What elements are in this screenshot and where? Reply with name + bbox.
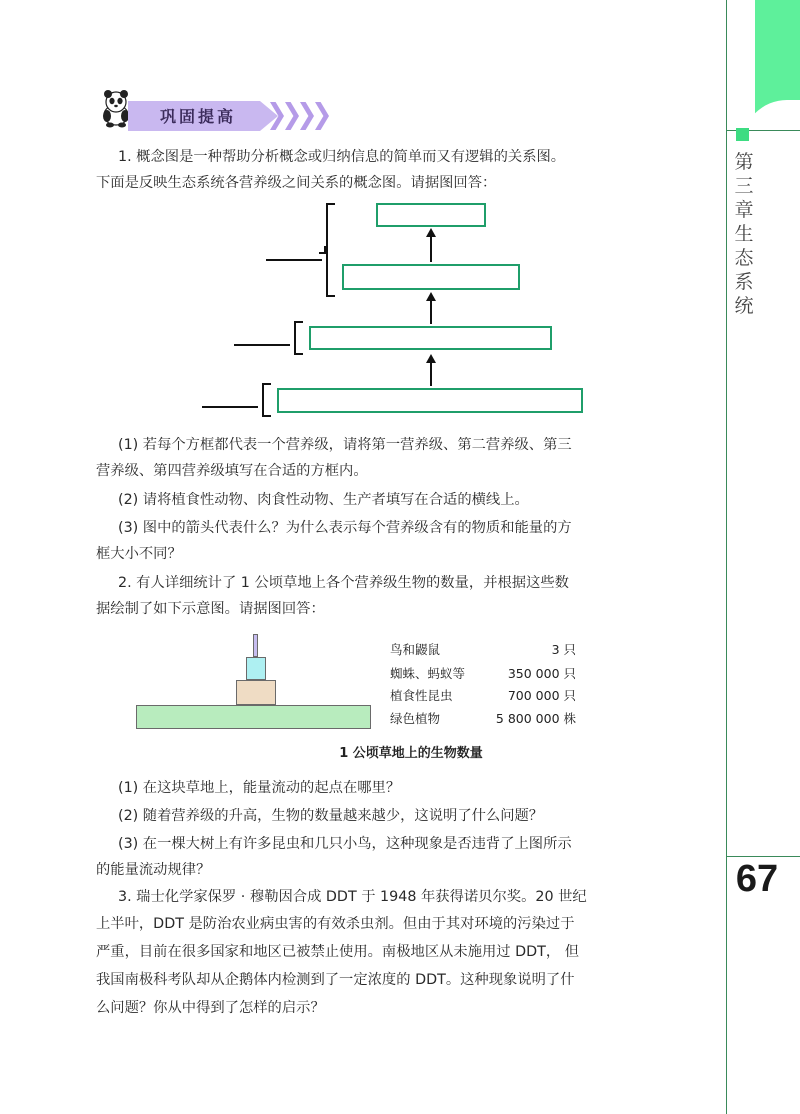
q3-line4: 我国南极科考队却从企鹅体内检测到了一定浓度的 DDT。这种现象说明了什: [96, 972, 575, 988]
stat-label: 蜘蛛、蚂蚁等: [390, 666, 466, 681]
stat-label: 绿色植物: [390, 711, 441, 726]
trophic-box-4: [376, 203, 486, 227]
stat-label: 植食性昆虫: [390, 688, 453, 703]
q3-line5: 么问题？你从中得到了怎样的启示？: [96, 1000, 325, 1016]
arrow-line: [430, 300, 432, 324]
chevron-right-icon: [300, 102, 314, 130]
bracket: [294, 321, 303, 355]
figure-caption: 1 公顷草地上的生物数量: [339, 746, 483, 761]
q1-sub3-line2: 框大小不同？: [96, 546, 182, 562]
q2-sub2: (2) 随着营养级的升高，生物的数量越来越少，这说明了什么问题？: [118, 808, 544, 824]
side-divider: [726, 0, 727, 1114]
arrow-line: [430, 236, 432, 262]
q1-sub3-line1: (3) 图中的箭头代表什么？为什么表示每个营养级含有的物质和能量的方: [118, 520, 572, 536]
bar-spiders-ants: [246, 657, 266, 680]
stat-value: 3 只: [551, 642, 576, 657]
chevron-right-icon: [285, 102, 299, 130]
trophic-box-1: [277, 388, 583, 413]
stat-label: 鸟和鼹鼠: [390, 642, 441, 657]
arrow-up-icon: [426, 292, 436, 301]
blank-line: [202, 406, 258, 408]
arrow-up-icon: [426, 354, 436, 363]
bracket: [326, 203, 335, 297]
q1-sub2: (2) 请将植食性动物、肉食性动物、生产者填写在合适的横线上。: [118, 492, 529, 508]
section-title: 巩固提高: [160, 107, 237, 126]
q1-intro-line2: 下面是反映生态系统各营养级之间关系的概念图。请据图回答：: [96, 175, 497, 191]
q2-sub3-line2: 的能量流动规律？: [96, 862, 211, 878]
page-number-rule: [726, 856, 800, 857]
bar-herbivorous-insects: [236, 680, 276, 705]
bracket-tip: [319, 246, 326, 254]
blank-line: [234, 344, 290, 346]
chevron-right-icon: [315, 102, 329, 130]
bar-birds-moles: [253, 634, 258, 657]
q3-line3: 严重，目前在很多国家和地区已被禁止使用。南极地区从未施用过 DDT， 但: [96, 944, 580, 960]
stat-value: 700 000 只: [507, 688, 576, 703]
page-number: 67: [735, 858, 779, 900]
q3-line1: 3. 瑞士化学家保罗 · 穆勒因合成 DDT 于 1948 年获得诺贝尔奖。20 世纪: [118, 889, 587, 905]
trophic-box-2: [309, 326, 552, 350]
q1-sub1-line2: 营养级、第四营养级填写在合适的方框内。: [96, 463, 368, 479]
q2-intro-line1: 2. 有人详细统计了 1 公顷草地上各个营养级生物的数量，并根据这些数: [118, 575, 569, 591]
q1-sub1-line1: (1) 若每个方框都代表一个营养级，请将第一营养级、第二营养级、第三: [118, 437, 572, 453]
stat-value: 350 000 只: [507, 666, 576, 681]
chapter-title: 第 三 章 生 态 系 统: [734, 151, 754, 317]
trophic-box-3: [342, 264, 520, 290]
chapter-marker-icon: [736, 128, 749, 141]
q2-sub3-line1: (3) 在一棵大树上有许多昆虫和几只小鸟，这种现象是否违背了上图所示: [118, 836, 572, 852]
arrow-line: [430, 362, 432, 386]
bar-green-plants: [136, 705, 371, 729]
q2-intro-line2: 据绘制了如下示意图。请据图回答：: [96, 601, 325, 617]
blank-line: [266, 259, 322, 261]
q3-line2: 上半叶，DDT 是防治农业病虫害的有效杀虫剂。但由于其对环境的污染过于: [96, 916, 575, 932]
stat-value: 5 800 000 株: [495, 711, 576, 726]
q1-intro-line1: 1. 概念图是一种帮助分析概念或归纳信息的简单而又有逻辑的关系图。: [118, 149, 566, 165]
bracket: [262, 383, 271, 417]
arrow-up-icon: [426, 228, 436, 237]
q2-sub1: (1) 在这块草地上，能量流动的起点在哪里？: [118, 780, 401, 796]
